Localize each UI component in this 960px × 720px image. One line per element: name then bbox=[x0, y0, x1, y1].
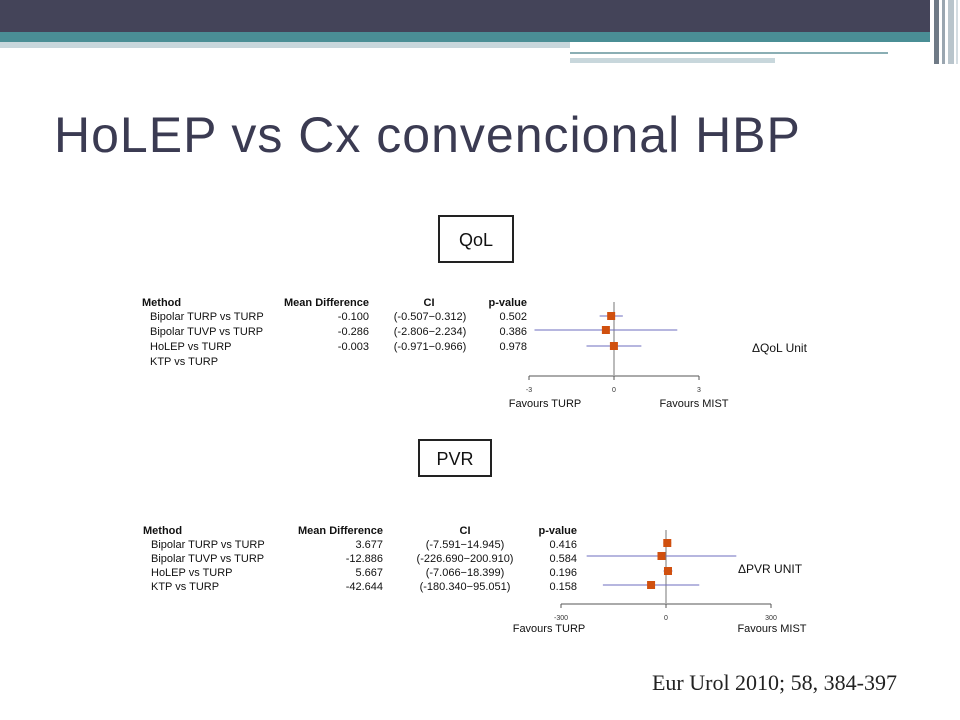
favours-right-label: Favours MIST bbox=[659, 398, 729, 410]
p-value-label: 0.386 bbox=[499, 326, 527, 338]
mean-marker bbox=[602, 326, 610, 334]
header-p-value: p-value bbox=[488, 297, 527, 309]
method-label: HoLEP vs TURP bbox=[150, 341, 232, 353]
chart-title: PVR bbox=[436, 449, 474, 469]
slide-title: HoLEP vs Cx convencional HBP bbox=[54, 107, 801, 163]
header-method: Method bbox=[143, 525, 183, 537]
ci-label: (-226.690−200.910) bbox=[416, 553, 514, 565]
header-mean-difference: Mean Difference bbox=[298, 525, 383, 537]
x-tick-label: 3 bbox=[697, 387, 701, 394]
x-tick-label: 0 bbox=[612, 387, 616, 394]
mean-difference-label: -0.003 bbox=[337, 341, 369, 353]
method-label: KTP vs TURP bbox=[151, 581, 220, 593]
mean-difference-label: -0.100 bbox=[337, 311, 369, 323]
method-label: Bipolar TURP vs TURP bbox=[150, 311, 264, 323]
x-tick-label: -3 bbox=[525, 387, 533, 394]
method-label: Bipolar TUVP vs TURP bbox=[151, 553, 265, 565]
header-method: Method bbox=[142, 297, 182, 309]
header-ci: CI bbox=[423, 297, 435, 309]
mean-marker bbox=[663, 539, 671, 547]
mean-marker bbox=[664, 567, 672, 575]
method-label: Bipolar TUVP vs TURP bbox=[150, 326, 264, 338]
x-tick-label: -300 bbox=[553, 615, 569, 622]
mean-difference-label: -0.286 bbox=[337, 326, 369, 338]
ci-label: (-7.591−14.945) bbox=[425, 539, 505, 551]
mean-difference-label: 3.677 bbox=[355, 539, 383, 551]
mean-difference-label: -12.886 bbox=[345, 553, 383, 565]
mean-marker bbox=[657, 552, 665, 560]
ci-label: (-0.507−0.312) bbox=[393, 311, 467, 323]
x-tick-label: 300 bbox=[765, 615, 777, 622]
ci-label: (-7.066−18.399) bbox=[425, 567, 505, 579]
mean-marker bbox=[647, 581, 655, 589]
mean-marker bbox=[607, 312, 615, 320]
qol-chart bbox=[142, 216, 808, 410]
ci-label: (-0.971−0.966) bbox=[393, 341, 467, 353]
citation: Eur Urol 2010; 58, 384-397 bbox=[651, 670, 897, 695]
ci-label: (-180.340−95.051) bbox=[419, 581, 511, 593]
favours-left-label: Favours TURP bbox=[512, 623, 586, 635]
favours-left-label: Favours TURP bbox=[508, 398, 582, 410]
method-label: HoLEP vs TURP bbox=[151, 567, 233, 579]
p-value-label: 0.584 bbox=[549, 553, 577, 565]
header-p-value: p-value bbox=[538, 525, 577, 537]
ci-label: (-2.806−2.234) bbox=[393, 326, 467, 338]
p-value-label: 0.502 bbox=[499, 311, 527, 323]
mean-difference-label: 5.667 bbox=[355, 567, 383, 579]
p-value-label: 0.158 bbox=[549, 581, 577, 593]
axis-unit-label: ΔPVR UNIT bbox=[738, 562, 803, 576]
mean-marker bbox=[610, 342, 618, 350]
method-label: Bipolar TURP vs TURP bbox=[151, 539, 265, 551]
p-value-label: 0.416 bbox=[549, 539, 577, 551]
header-mean-difference: Mean Difference bbox=[284, 297, 369, 309]
header-ci: CI bbox=[459, 525, 471, 537]
pvr-chart bbox=[143, 440, 807, 635]
x-tick-label: 0 bbox=[664, 615, 668, 622]
p-value-label: 0.196 bbox=[549, 567, 577, 579]
chart-title: QoL bbox=[458, 230, 494, 250]
favours-right-label: Favours MIST bbox=[737, 623, 807, 635]
method-label: KTP vs TURP bbox=[150, 356, 219, 368]
axis-unit-label: ΔQoL Unit bbox=[752, 341, 807, 355]
p-value-label: 0.978 bbox=[499, 341, 527, 353]
mean-difference-label: -42.644 bbox=[345, 581, 383, 593]
